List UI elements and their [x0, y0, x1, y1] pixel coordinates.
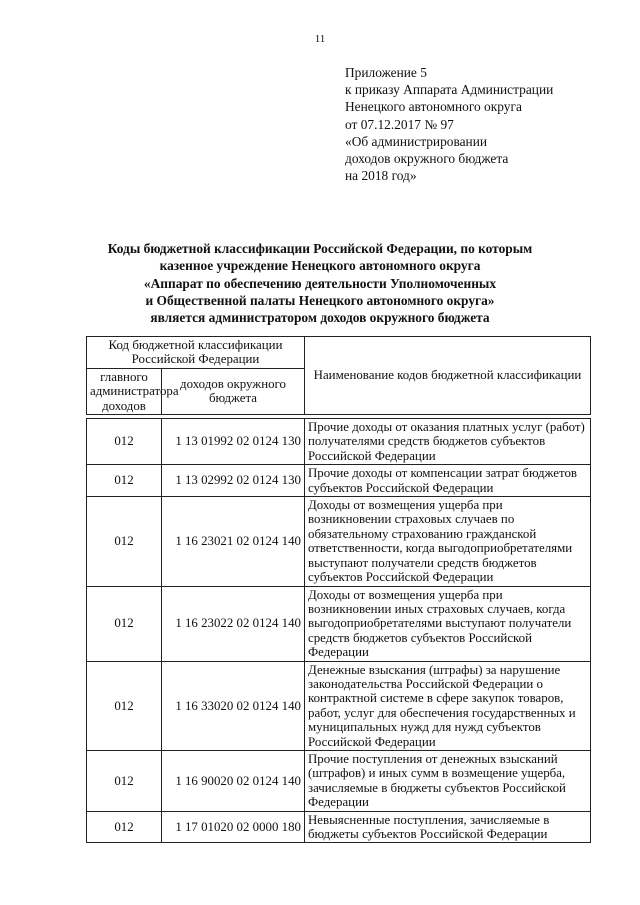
appendix-line: от 07.12.2017 № 97: [345, 116, 454, 132]
title-line: Коды бюджетной классификации Российской Федерации, по которым: [107, 241, 533, 256]
income-code-cell: 1 16 23022 02 0124 140: [162, 586, 305, 661]
code-name-cell: Денежные взыскания (штрафы) за нарушение законодательства Российской Федерации о контрактной системе в сфере закупок товаров, работ, услуг для обеспечения государственных и муниципальных нужд для нужд субъектов Российской Федерации: [305, 661, 591, 750]
header-name: Наименование кодов бюджетной классификации: [305, 337, 591, 415]
income-code-cell: 1 17 01020 02 0000 180: [162, 811, 305, 843]
appendix-line: на 2018 год»: [345, 168, 417, 184]
appendix-block: [345, 64, 625, 184]
appendix-line: Приложение 5: [345, 65, 427, 80]
table-row: [87, 419, 591, 465]
admin-code-cell: 012: [87, 419, 162, 465]
admin-code-cell: 012: [87, 811, 162, 843]
code-name-cell: Прочие доходы от компенсации затрат бюджетов субъектов Российской Федерации: [305, 465, 591, 497]
table-row: [87, 750, 591, 811]
document-title: [60, 240, 580, 326]
appendix-line: «Об администрировании: [345, 133, 488, 149]
code-name-cell: Доходы от возмещения ущерба при возникновении страховых случаев по обязательному страхованию гражданской ответственности, когда выгодоприобретателями выступают получатели средств бюджетов субъектов Российской Федерации: [305, 497, 591, 586]
table-row: [87, 497, 591, 586]
header-group-code: Код бюджетной классификации Российской Федерации: [87, 337, 305, 369]
code-name-cell: Доходы от возмещения ущерба при возникновении иных страховых случаев, когда выгодоприобретателями выступают получатели средств бюджетов субъектов Российской Федерации: [305, 586, 591, 661]
admin-code-cell: 012: [87, 586, 162, 661]
admin-code-cell: 012: [87, 750, 162, 811]
income-code-cell: 1 16 90020 02 0124 140: [162, 750, 305, 811]
code-name-cell: Невыясненные поступления, зачисляемые в бюджеты субъектов Российской Федерации: [305, 811, 591, 843]
income-code-cell: 1 16 23021 02 0124 140: [162, 497, 305, 586]
table-row: [87, 661, 591, 750]
title-line: является администратором доходов окружного бюджета: [150, 310, 490, 326]
page-number: 11: [314, 33, 326, 45]
table-row: [87, 465, 591, 497]
admin-code-cell: 012: [87, 497, 162, 586]
header-admin: главного администратора доходов: [87, 368, 162, 414]
title-line: «Аппарат по обеспечению деятельности Уполномоченных: [143, 275, 497, 291]
code-name-cell: Прочие доходы от оказания платных услуг (работ) получателями средств бюджетов субъектов Российской Федерации: [305, 419, 591, 465]
appendix-line: к приказу Аппарата Администрации: [345, 82, 554, 98]
code-name-cell: Прочие поступления от денежных взысканий (штрафов) и иных сумм в возмещение ущерба, зачисляемые в бюджеты субъектов Российской Федерации: [305, 750, 591, 811]
appendix-line: доходов окружного бюджета: [345, 151, 509, 167]
admin-code-cell: 012: [87, 465, 162, 497]
admin-code-cell: 012: [87, 661, 162, 750]
table-row: [87, 586, 591, 661]
title-line: и Общественной палаты Ненецкого автономного округа»: [145, 292, 495, 308]
budget-codes-table: [86, 336, 591, 843]
header-income: доходов окружного бюджета: [162, 368, 305, 414]
appendix-line: Ненецкого автономного округа: [345, 99, 522, 115]
income-code-cell: 1 13 02992 02 0124 130: [162, 465, 305, 497]
income-code-cell: 1 13 01992 02 0124 130: [162, 419, 305, 465]
table-row: [87, 811, 591, 843]
income-code-cell: 1 16 33020 02 0124 140: [162, 661, 305, 750]
title-line: казенное учреждение Ненецкого автономного округа: [159, 258, 481, 274]
